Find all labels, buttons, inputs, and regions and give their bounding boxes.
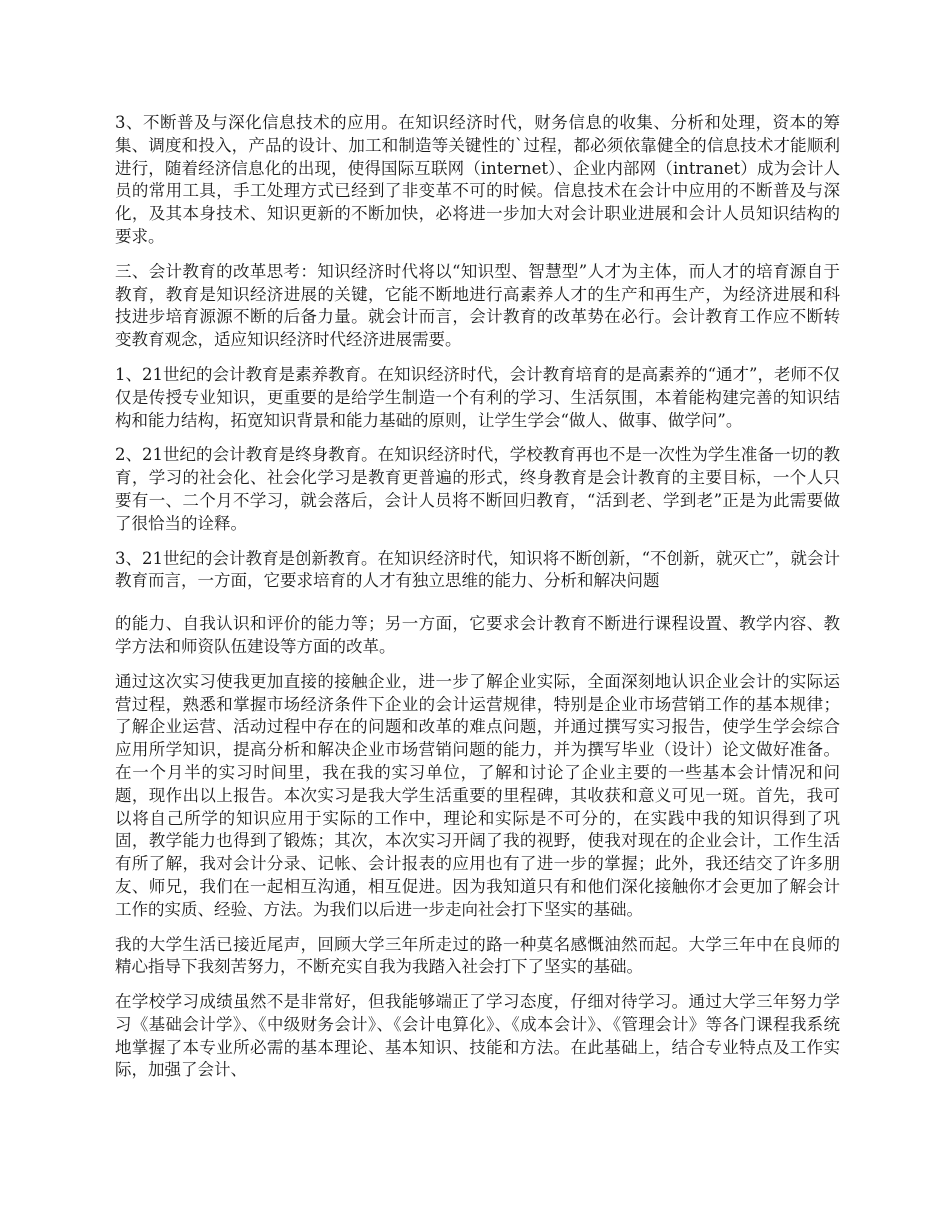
paragraph-lifelong-education: 2、21世纪的会计教育是终身教育。在知识经济时代，学校教育再也不是一次性为学生准备一切的教育，学习的社会化、社会化学习是教育更普遍的形式，终身教育是会计教育的主要目标，一个人只要有一、二个月不学习，就会落后，会计人员将不断回归教育，“活到老、学到老”正是为此需要做了很恰当的诠释。 — [115, 445, 840, 533]
paragraph-internship-summary: 通过这次实习使我更加直接的接触企业，进一步了解企业实际，全面深刻地认识企业会计的实际运营过程，熟悉和掌握市场经济条件下企业的会计运营规律，特别是企业市场营销工作的基本规律；了解企业运营、活动过程中存在的问题和改革的难点问题，并通过撰写实习报告，使学生学会综合应用所学知识，提高分析和解决企业市场营销问题的能力，并为撰写毕业（设计）论文做好准备。在一个月半的实习时间里，我在我的实习单位，了解和讨论了企业主要的一些基本会计情况和问题，现作出以上报告。本次实习是我大学生活重要的里程碑，其收获和意义可见一斑。首先，我可以将自己所学的知识应用于实际的工作中，理论和实际是不可分的，在实践中我的知识得到了巩固，教学能力也得到了锻炼；其次，本次实习开阔了我的视野，使我对现在的企业会计，工作生活有所了解，我对会计分录、记帐、会计报表的应用也有了进一步的掌握；此外，我还结交了许多朋友、师兄，我们在一起相互沟通，相互促进。因为我知道只有和他们深化接触你才会更加了解会计工作的实质、经验、方法。为我们以后进一步走向社会打下坚实的基础。 — [115, 671, 840, 919]
paragraph-education-reform: 三、会计教育的改革思考：知识经济时代将以“知识型、智慧型”人才为主体，而人才的培育源自于教育，教育是知识经济进展的关键，它能不断地进行高素养人才的生产和再生产，为经济进展和科技进步培育源源不断的后备力量。就会计而言，会计教育的改革势在必行。会计教育工作应不断转变教育观念，适应知识经济时代经济进展需要。 — [115, 261, 840, 350]
paragraph-innovation-education-cont: 的能力、自我认识和评价的能力等；另一方面，它要求会计教育不断进行课程设置、教学内容、教学方法和师资队伍建设等方面的改革。 — [115, 614, 840, 656]
paragraph-innovation-education: 3、21世纪的会计教育是创新教育。在知识经济时代，知识将不断创新，“不创新，就灭亡”，就会计教育而言，一方面，它要求培育的人才有独立思维的能力、分析和解决问题 — [115, 548, 840, 591]
paragraph-college-life: 我的大学生活已接近尾声，回顾大学三年所走过的路一种莫名感慨油然而起。大学三年中在良师的精心指导下我刻苦努力，不断充实自我为我踏入社会打下了坚实的基础。 — [115, 934, 840, 977]
paragraph-study-performance: 在学校学习成绩虽然不是非常好，但我能够端正了学习态度，仔细对待学习。通过大学三年努力学习《基础会计学》、《中级财务会计》、《会计电算化》、《成本会计》、《管理会计》等各门课程我系统地掌握了本专业所必需的基本理论、基本知识、技能和方法。在此基础上，结合专业特点及工作实际，加强了会计、 — [115, 992, 840, 1080]
paragraph-quality-education: 1、21世纪的会计教育是素养教育。在知识经济时代，会计教育培育的是高素养的“通才”，老师不仅仅是传授专业知识，更重要的是给学生制造一个有利的学习、生活氛围，本着能构建完善的知识结构和能力结构，拓宽知识背景和能力基础的原则，让学生学会“做人、做事、做学问”。 — [115, 364, 840, 430]
paragraph-info-tech: 3、不断普及与深化信息技术的应用。在知识经济时代，财务信息的收集、分析和处理，资本的筹集、调度和投入，产品的设计、加工和制造等关键性的`过程，都必须依靠健全的信息技术才能顺利进行，随着经济信息化的出现，使得国际互联网（internet）、企业内部网（intranet）成为会计人员的常用工具，手工处理方式已经到了非变革不可的时候。信息技术在会计中应用的不断普及与深化，及其本身技术、知识更新的不断加快，必将进一步加大对会计职业进展和会计人员知识结构的要求。 — [115, 113, 840, 246]
document-body — [115, 112, 840, 1094]
